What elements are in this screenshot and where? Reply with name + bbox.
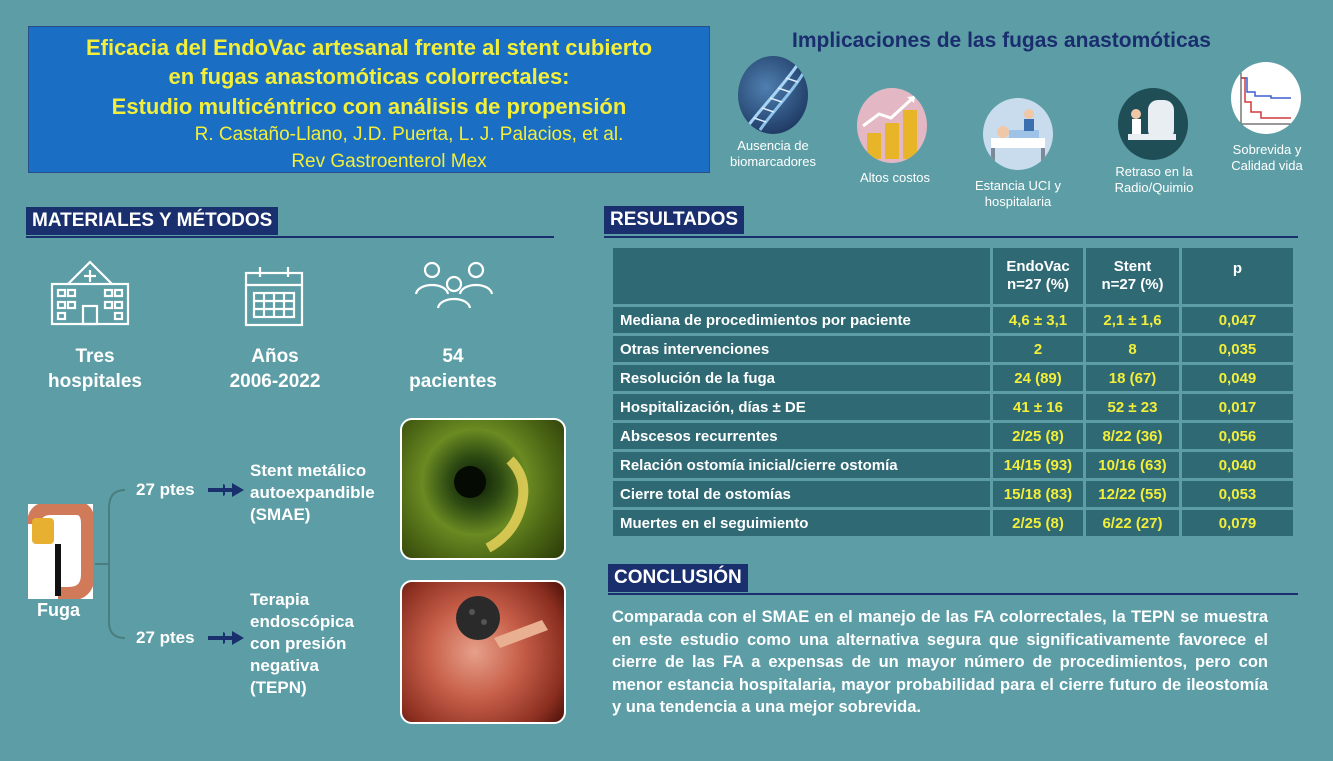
row-endovac-value: 15/18 (83) <box>993 481 1083 507</box>
tepn-endoscopy-photo <box>400 580 566 724</box>
row-p-value: 0,035 <box>1182 336 1293 362</box>
implications-title: Implicaciones de las fugas anastomóticas <box>792 29 1211 52</box>
authors: R. Castaño-Llano, J.D. Puerta, L. J. Palacios, et al. <box>194 124 624 145</box>
implication-label-icu-stay: Estancia UCI y hospitalaria <box>975 178 1061 209</box>
row-endovac-value: 4,6 ± 3,1 <box>993 307 1083 333</box>
stat-hospitals: Tres hospitales <box>48 346 142 392</box>
branch-connector <box>95 480 225 650</box>
row-p-value: 0,049 <box>1182 365 1293 391</box>
methods-rule <box>26 236 554 238</box>
stat-years: Años 2006-2022 <box>229 346 321 392</box>
row-label: Muertes en el seguimiento <box>613 510 990 536</box>
row-stent-value: 6/22 (27) <box>1086 510 1179 536</box>
conclusion-header: CONCLUSIÓN <box>608 564 748 592</box>
row-stent-value: 8 <box>1086 336 1179 362</box>
row-stent-value: 12/22 (55) <box>1086 481 1179 507</box>
table-header-endovac: EndoVac n=27 (%) <box>993 248 1083 304</box>
branch-count-smae: 27 ptes <box>136 480 195 499</box>
row-label: Relación ostomía inicial/cierre ostomía <box>613 452 990 478</box>
row-endovac-value: 2/25 (8) <box>993 510 1083 536</box>
row-stent-value: 10/16 (63) <box>1086 452 1179 478</box>
implication-label-biomarkers: Ausencia de biomarcadores <box>730 138 816 169</box>
conclusion-text: Comparada con el SMAE en el manejo de las FA colorrectales, la TEPN se muestra en este estudio como una alternativa segura que significativamente favorece el cierre de las FA a expensas de un mayor número de procedimientos, pero con menor estancia hospitalaria, mayor probabilidad para el cierre futuro de ileostomía y una tendencia a una mejor sobrevida. <box>612 608 1268 716</box>
row-p-value: 0,053 <box>1182 481 1293 507</box>
methods-header: MATERIALES Y MÉTODOS <box>26 207 278 235</box>
row-endovac-value: 2/25 (8) <box>993 423 1083 449</box>
fuga-label: Fuga <box>37 600 80 620</box>
row-label: Hospitalización, días ± DE <box>613 394 990 420</box>
row-stent-value: 2,1 ± 1,6 <box>1086 307 1179 333</box>
title-line-2: en fugas anastomóticas colorrectales: <box>168 64 570 89</box>
row-label: Cierre total de ostomías <box>613 481 990 507</box>
title-box <box>28 26 710 173</box>
results-table <box>613 248 1293 538</box>
hospital-icon <box>48 258 132 333</box>
row-p-value: 0,040 <box>1182 452 1293 478</box>
radiotherapy-icon <box>1118 88 1188 160</box>
branch-tepn-text: Terapia endoscópica con presión negativa (TEPN) <box>250 590 354 697</box>
title-line-1: Eficacia del EndoVac artesanal frente al stent cubierto <box>85 35 653 60</box>
conclusion-rule <box>608 593 1298 595</box>
hospital-bed-icon <box>983 98 1053 170</box>
branch-smae-text: Stent metálico autoexpandible (SMAE) <box>250 461 375 524</box>
stat-patients: 54 pacientes <box>409 346 497 392</box>
table-header-stent: Stent n=27 (%) <box>1086 248 1179 304</box>
row-p-value: 0,056 <box>1182 423 1293 449</box>
branch-count-tepn: 27 ptes <box>136 628 195 647</box>
implication-label-survival: Sobrevida y Calidad vida <box>1231 142 1303 173</box>
dna-icon <box>738 56 808 134</box>
results-rule <box>604 236 1298 238</box>
journal: Rev Gastroenterol Mex <box>291 151 487 172</box>
patients-icon <box>412 260 496 317</box>
implication-label-radio-chemo: Retraso en la Radio/Quimio <box>1114 164 1194 195</box>
row-label: Mediana de procedimientos por paciente <box>613 307 990 333</box>
costs-chart-icon <box>857 88 927 163</box>
row-label: Otras intervenciones <box>613 336 990 362</box>
row-stent-value: 18 (67) <box>1086 365 1179 391</box>
colon-leak-illustration <box>28 504 93 599</box>
row-endovac-value: 14/15 (93) <box>993 452 1083 478</box>
branch-arrows <box>208 480 244 650</box>
row-label: Resolución de la fuga <box>613 365 990 391</box>
table-header-empty <box>613 248 990 304</box>
survival-curve-icon <box>1231 62 1301 134</box>
implication-label-costs: Altos costos <box>859 170 931 185</box>
title-line-3: Estudio multicéntrico con análisis de propensión <box>111 94 627 119</box>
row-p-value: 0,079 <box>1182 510 1293 536</box>
calendar-icon <box>244 265 304 332</box>
row-stent-value: 8/22 (36) <box>1086 423 1179 449</box>
row-stent-value: 52 ± 23 <box>1086 394 1179 420</box>
row-endovac-value: 24 (89) <box>993 365 1083 391</box>
row-label: Abscesos recurrentes <box>613 423 990 449</box>
table-header-p: p <box>1182 248 1293 304</box>
results-header: RESULTADOS <box>604 206 744 234</box>
stent-endoscopy-photo <box>400 418 566 560</box>
row-endovac-value: 41 ± 16 <box>993 394 1083 420</box>
row-p-value: 0,017 <box>1182 394 1293 420</box>
row-p-value: 0,047 <box>1182 307 1293 333</box>
row-endovac-value: 2 <box>993 336 1083 362</box>
